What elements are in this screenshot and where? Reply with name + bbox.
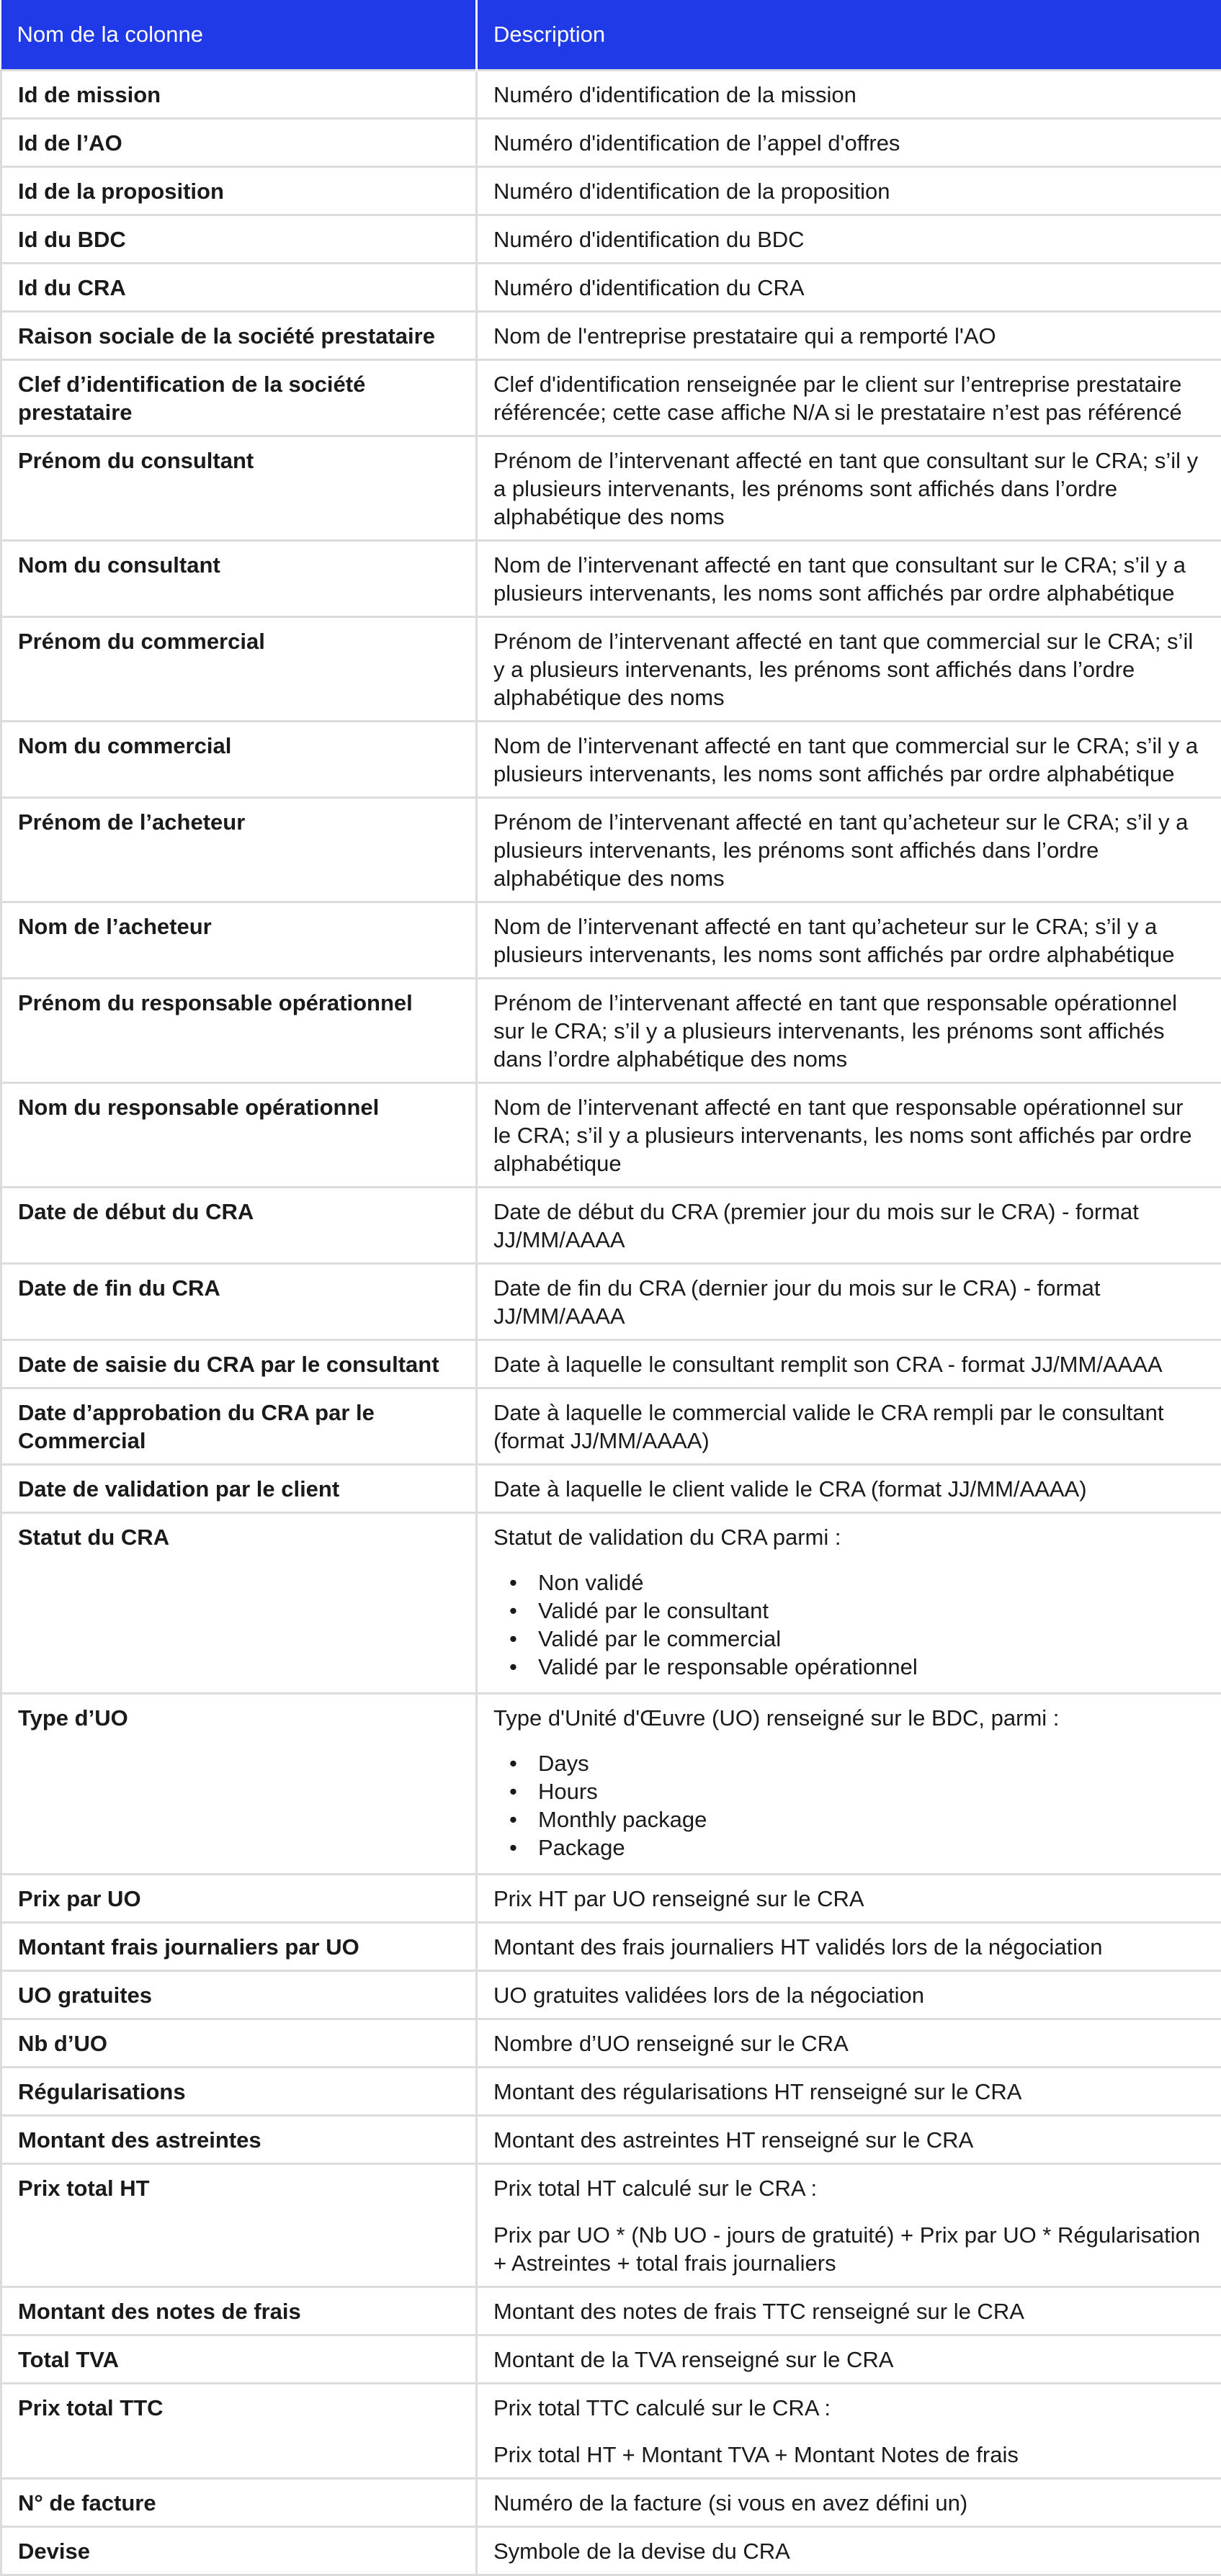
column-name-cell: Date de validation par le client [1, 1465, 477, 1513]
table-row [1, 119, 1221, 167]
description-cell [477, 798, 1221, 902]
description-text: Date à laquelle le client valide le CRA (format JJ/MM/AAAA) [493, 1475, 1205, 1503]
table-row [1, 2384, 1221, 2479]
description-cell [477, 722, 1221, 798]
column-name-cell: Statut du CRA [1, 1513, 477, 1694]
description-text: Date de début du CRA (premier jour du mois sur le CRA) - format JJ/MM/AAAA [493, 1198, 1205, 1254]
description-text: Numéro d'identification du CRA [493, 274, 1205, 302]
column-name-cell: Prénom du commercial [1, 617, 477, 722]
description-cell [477, 2479, 1221, 2527]
description-cell [477, 264, 1221, 312]
table-row [1, 1971, 1221, 2019]
list-item: • Days [538, 1749, 1205, 1777]
description-text: Prix HT par UO renseigné sur le CRA [493, 1885, 1205, 1913]
description-cell [477, 360, 1221, 436]
description-cell [477, 436, 1221, 541]
column-name-cell: Raison sociale de la société prestataire [1, 312, 477, 360]
table-row [1, 312, 1221, 360]
description-cell [477, 71, 1221, 119]
column-name-cell: Date de saisie du CRA par le consultant [1, 1340, 477, 1388]
description-text: Prénom de l’intervenant affecté en tant que responsable opérationnel sur le CRA; s’il y a plusieurs intervenants, les prénoms sont affichés dans l’ordre alphabétique des noms [493, 989, 1205, 1073]
options-list [493, 1569, 1205, 1681]
description-text: Montant de la TVA renseigné sur le CRA [493, 2346, 1205, 2374]
column-name-cell: Prénom du responsable opérationnel [1, 979, 477, 1083]
description-text: Symbole de la devise du CRA [493, 2537, 1205, 2565]
column-name-cell: Prix total HT [1, 2164, 477, 2287]
table-row [1, 979, 1221, 1083]
list-item: • Hours [538, 1777, 1205, 1805]
table-row [1, 2164, 1221, 2287]
column-name-cell: Nom du consultant [1, 541, 477, 617]
description-cell [477, 2116, 1221, 2164]
description-cell [477, 1694, 1221, 1875]
description-text: Nombre d’UO renseigné sur le CRA [493, 2029, 1205, 2057]
description-cell [477, 167, 1221, 215]
description-text: Nom de l’intervenant affecté en tant qu’acheteur sur le CRA; s’il y a plusieurs intervenants, les noms sont affichés par ordre alphabétique [493, 912, 1205, 969]
description-cell [477, 2287, 1221, 2335]
options-list [493, 1749, 1205, 1862]
table-row [1, 1694, 1221, 1875]
description-cell [477, 1465, 1221, 1513]
list-item: • Validé par le consultant [538, 1597, 1205, 1625]
description-cell [477, 2164, 1221, 2287]
description-text: Nom de l'entreprise prestataire qui a remporté l'AO [493, 322, 1205, 350]
description-cell [477, 312, 1221, 360]
table-row [1, 1340, 1221, 1388]
list-item: • Package [538, 1834, 1205, 1862]
description-text: Prénom de l’intervenant affecté en tant que consultant sur le CRA; s’il y a plusieurs intervenants, les prénoms sont affichés dans l’ordre alphabétique des noms [493, 446, 1205, 531]
column-name-cell: Nom de l’acheteur [1, 902, 477, 979]
column-name-cell: Nom du responsable opérationnel [1, 1083, 477, 1188]
description-cell [477, 215, 1221, 264]
column-name-cell: Nom du commercial [1, 722, 477, 798]
description-cell [477, 541, 1221, 617]
description-text: Nom de l’intervenant affecté en tant que responsable opérationnel sur le CRA; s’il y a plusieurs intervenants, les noms sont affichés par ordre alphabétique [493, 1093, 1205, 1177]
description-cell [477, 1388, 1221, 1465]
description-cell [477, 1264, 1221, 1340]
description-text: Numéro d'identification de la mission [493, 81, 1205, 109]
column-name-cell: Id du CRA [1, 264, 477, 312]
description-text: Prix total HT calculé sur le CRA : [493, 2174, 1205, 2202]
table-row [1, 541, 1221, 617]
description-text: Montant des notes de frais TTC renseigné sur le CRA [493, 2297, 1205, 2325]
column-name-cell: Date d’approbation du CRA par le Commercial [1, 1388, 477, 1465]
list-item: • Monthly package [538, 1805, 1205, 1834]
table-row [1, 798, 1221, 902]
description-text: Montant des régularisations HT renseigné sur le CRA [493, 2078, 1205, 2106]
table-row [1, 902, 1221, 979]
description-cell [477, 2019, 1221, 2068]
description-cell [477, 119, 1221, 167]
column-name-cell: Prénom de l’acheteur [1, 798, 477, 902]
column-name-cell: Devise [1, 2527, 477, 2575]
description-text: Numéro d'identification de la proposition [493, 177, 1205, 205]
description-text: Numéro de la facture (si vous en avez défini un) [493, 2489, 1205, 2517]
description-cell [477, 1971, 1221, 2019]
table-row [1, 1388, 1221, 1465]
table-row [1, 1923, 1221, 1971]
description-formula: Prix par UO * (Nb UO - jours de gratuité) + Prix par UO * Régularisation + Astreintes + total frais journaliers [493, 2221, 1205, 2277]
column-name-cell: Total TVA [1, 2335, 477, 2384]
table-row [1, 436, 1221, 541]
description-cell [477, 902, 1221, 979]
description-cell [477, 2384, 1221, 2479]
description-text: Type d'Unité d'Œuvre (UO) renseigné sur le BDC, parmi : [493, 1704, 1205, 1732]
description-cell [477, 1083, 1221, 1188]
column-name-cell: Montant des notes de frais [1, 2287, 477, 2335]
description-cell [477, 2068, 1221, 2116]
description-text: Date de fin du CRA (dernier jour du mois sur le CRA) - format JJ/MM/AAAA [493, 1274, 1205, 1330]
table-row [1, 360, 1221, 436]
table-row [1, 2019, 1221, 2068]
table-row [1, 264, 1221, 312]
description-cell [477, 979, 1221, 1083]
description-text: Prénom de l’intervenant affecté en tant qu’acheteur sur le CRA; s’il y a plusieurs intervenants, les prénoms sont affichés dans l’ordre alphabétique des noms [493, 808, 1205, 892]
description-cell [477, 1340, 1221, 1388]
column-name-cell: Id du BDC [1, 215, 477, 264]
table-body [1, 71, 1221, 2575]
table-row [1, 2335, 1221, 2384]
description-formula: Prix total HT + Montant TVA + Montant Notes de frais [493, 2441, 1205, 2469]
table-row [1, 1465, 1221, 1513]
table-row [1, 1264, 1221, 1340]
column-name-cell: Date de début du CRA [1, 1188, 477, 1264]
table-row [1, 215, 1221, 264]
header-column-name: Nom de la colonne [1, 0, 477, 71]
column-name-cell: Nb d’UO [1, 2019, 477, 2068]
table-row [1, 71, 1221, 119]
column-name-cell: Date de fin du CRA [1, 1264, 477, 1340]
column-name-cell: Id de mission [1, 71, 477, 119]
column-name-cell: Régularisations [1, 2068, 477, 2116]
description-text: Date à laquelle le commercial valide le CRA rempli par le consultant (format JJ/MM/AAAA) [493, 1399, 1205, 1455]
table-row [1, 1083, 1221, 1188]
column-name-cell: UO gratuites [1, 1971, 477, 2019]
description-cell [477, 1923, 1221, 1971]
description-text: Prénom de l’intervenant affecté en tant que commercial sur le CRA; s’il y a plusieurs intervenants, les prénoms sont affichés dans l’ordre alphabétique des noms [493, 627, 1205, 712]
description-cell [477, 1188, 1221, 1264]
column-name-cell: N° de facture [1, 2479, 477, 2527]
table-row [1, 2116, 1221, 2164]
column-name-cell: Prénom du consultant [1, 436, 477, 541]
description-cell [477, 2335, 1221, 2384]
table-row [1, 167, 1221, 215]
description-text: Statut de validation du CRA parmi : [493, 1523, 1205, 1551]
description-text: Montant des frais journaliers HT validés lors de la négociation [493, 1933, 1205, 1961]
column-name-cell: Id de l’AO [1, 119, 477, 167]
table-row [1, 2068, 1221, 2116]
description-text: Prix total TTC calculé sur le CRA : [493, 2394, 1205, 2422]
description-text: Nom de l’intervenant affecté en tant que consultant sur le CRA; s’il y a plusieurs intervenants, les noms sont affichés par ordre alphabétique [493, 551, 1205, 607]
table-row [1, 722, 1221, 798]
column-name-cell: Type d’UO [1, 1694, 477, 1875]
table-row [1, 2287, 1221, 2335]
table-row [1, 2527, 1221, 2575]
table-row [1, 2479, 1221, 2527]
column-name-cell: Id de la proposition [1, 167, 477, 215]
column-name-cell: Clef d’identification de la société prestataire [1, 360, 477, 436]
description-text: Clef d'identification renseignée par le client sur l’entreprise prestataire référencée; cette case affiche N/A si le prestataire n’est pas référencé [493, 370, 1205, 426]
header-description: Description [477, 0, 1221, 71]
table-row [1, 1188, 1221, 1264]
description-text: Numéro d'identification de l’appel d'offres [493, 129, 1205, 157]
column-name-cell: Montant des astreintes [1, 2116, 477, 2164]
description-text: Numéro d'identification du BDC [493, 225, 1205, 253]
list-item: • Validé par le commercial [538, 1625, 1205, 1653]
list-item: • Validé par le responsable opérationnel [538, 1653, 1205, 1681]
description-cell [477, 617, 1221, 722]
description-text: Date à laquelle le consultant remplit son CRA - format JJ/MM/AAAA [493, 1350, 1205, 1378]
table-row [1, 1513, 1221, 1694]
column-name-cell: Prix par UO [1, 1875, 477, 1923]
table-header-row [1, 0, 1221, 71]
table-row [1, 617, 1221, 722]
description-text: UO gratuites validées lors de la négociation [493, 1981, 1205, 2009]
table-row [1, 1875, 1221, 1923]
description-cell [477, 2527, 1221, 2575]
description-cell [477, 1513, 1221, 1694]
description-text: Nom de l’intervenant affecté en tant que commercial sur le CRA; s’il y a plusieurs intervenants, les noms sont affichés par ordre alphabétique [493, 732, 1205, 788]
column-name-cell: Montant frais journaliers par UO [1, 1923, 477, 1971]
description-cell [477, 1875, 1221, 1923]
column-name-cell: Prix total TTC [1, 2384, 477, 2479]
description-text: Montant des astreintes HT renseigné sur le CRA [493, 2126, 1205, 2154]
list-item: • Non validé [538, 1569, 1205, 1597]
